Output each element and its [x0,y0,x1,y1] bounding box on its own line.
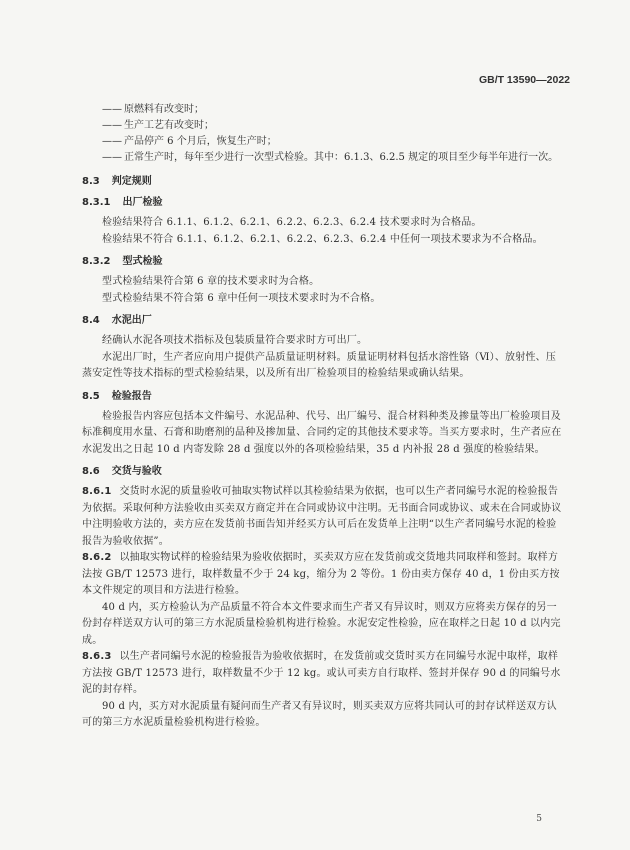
list-item: —— 生产工艺有改变时； [102,120,214,131]
section-heading: 8.6 交货与验收 [82,466,162,477]
list-item: —— 产品停产 6 个月后，恢复生产时； [102,136,277,147]
numbered-paragraph: 8.6.2 以抽取实物试样的检验结果为验收依据时，买卖双方应在发货前或交货地共同取样和签封。取样方法按 GB/T 12573 进行，取样数量不少于 24 kg，缩分为 2 等份。1 份由卖方保存 40 d，1 份由买方按本文件规定的项目和方法进行检验。 [82,552,560,596]
paragraph: 经确认水泥各项技术指标及包装质量符合要求时方可出厂。 [102,335,368,346]
paragraph: 水泥出厂时，生产者应向用户提供产品质量证明材料。质量证明材料包括水溶性铬（Ⅵ）、放射性、压蒸安定性等技术指标的型式检验结果，以及所有出厂检验项目的检验结果或确认结果。 [82,351,557,379]
paragraph: 型式检验结果不符合第 6 章中任何一项技术要求时为不合格。 [102,292,381,304]
paragraph: 检验报告内容应包括本文件编号、水泥品种、代号、出厂编号、混合材料种类及掺量等出厂检验项目及标准稠度用水量、石膏和助磨剂的品种及掺加量、合同约定的其他技术要求等。当买方要求时，生产者应在水泥发出之日起 10 d 内寄发除 28 d 强度以外的各项检验结果，35 d 内补报 28 d 强度的检验结果。 [82,410,562,455]
type-test-conditions [82,102,564,166]
list-item: —— 正常生产时，每年至少进行一次型式检验。其中：6.1.3、6.2.5 规定的项目至少每半年进行一次。 [102,152,559,163]
section-heading: 8.4 水泥出厂 [82,315,152,326]
section-heading: 8.3.2 型式检验 [82,256,163,267]
paragraph: 型式检验结果符合第 6 章的技术要求时为合格。 [102,276,320,287]
standard-number: GB/T 13590—2022 [478,74,570,86]
section-heading: 8.3.1 出厂检验 [82,197,163,208]
page-number: 5 [536,814,542,824]
numbered-paragraph: 8.6.3 以生产者同编号水泥的检验报告为验收依据时，在发货前或交货时买方在同编号水泥中取样，取样方法按 GB/T 12573 进行，取样数量不少于 12 kg。或认可卖方自行取样、签封并保存 90 d 的同编号水泥的封存样。 [82,651,561,695]
paragraph: 40 d 内，买方检验认为产品质量不符合本文件要求而生产者又有异议时，则双方应将卖方保存的另一份封存样送双方认可的第三方水泥质量检验机构进行检验。水泥安定性检验，应在取样之日起 10 d 以内完成。 [82,601,561,646]
paragraph: 检验结果不符合 6.1.1、6.1.2、6.2.1、6.2.2、6.2.3、6.2.4 中任何一项技术要求为不合格品。 [102,233,543,245]
paragraph: 检验结果符合 6.1.1、6.1.2、6.2.1、6.2.2、6.2.3、6.2.4 技术要求时为合格品。 [102,217,482,228]
list-item: —— 原燃料有改变时； [102,104,204,115]
section-heading: 8.3 判定规则 [82,176,152,187]
page-content [82,102,564,732]
section-heading: 8.5 检验报告 [82,390,152,402]
numbered-paragraph: 8.6.1 交货时水泥的质量验收可抽取实物试样以其检验结果为依据，也可以生产者同编号水泥的检验报告为依据。采取何种方法验收由买卖双方商定并在合同或协议中注明。无书面合同或协议、或未在合同或协议中注明验收方法的，卖方应在发货前书面告知并经买方认可后在发货单上注明“以生产者同编号水泥的检验报告为验收依据”。 [82,486,562,547]
paragraph: 90 d 内，买方对水泥质量有疑问而生产者又有异议时，则买卖双方应将共同认可的封存试样送双方认可的第三方水泥质量检验机构进行检验。 [82,700,557,728]
